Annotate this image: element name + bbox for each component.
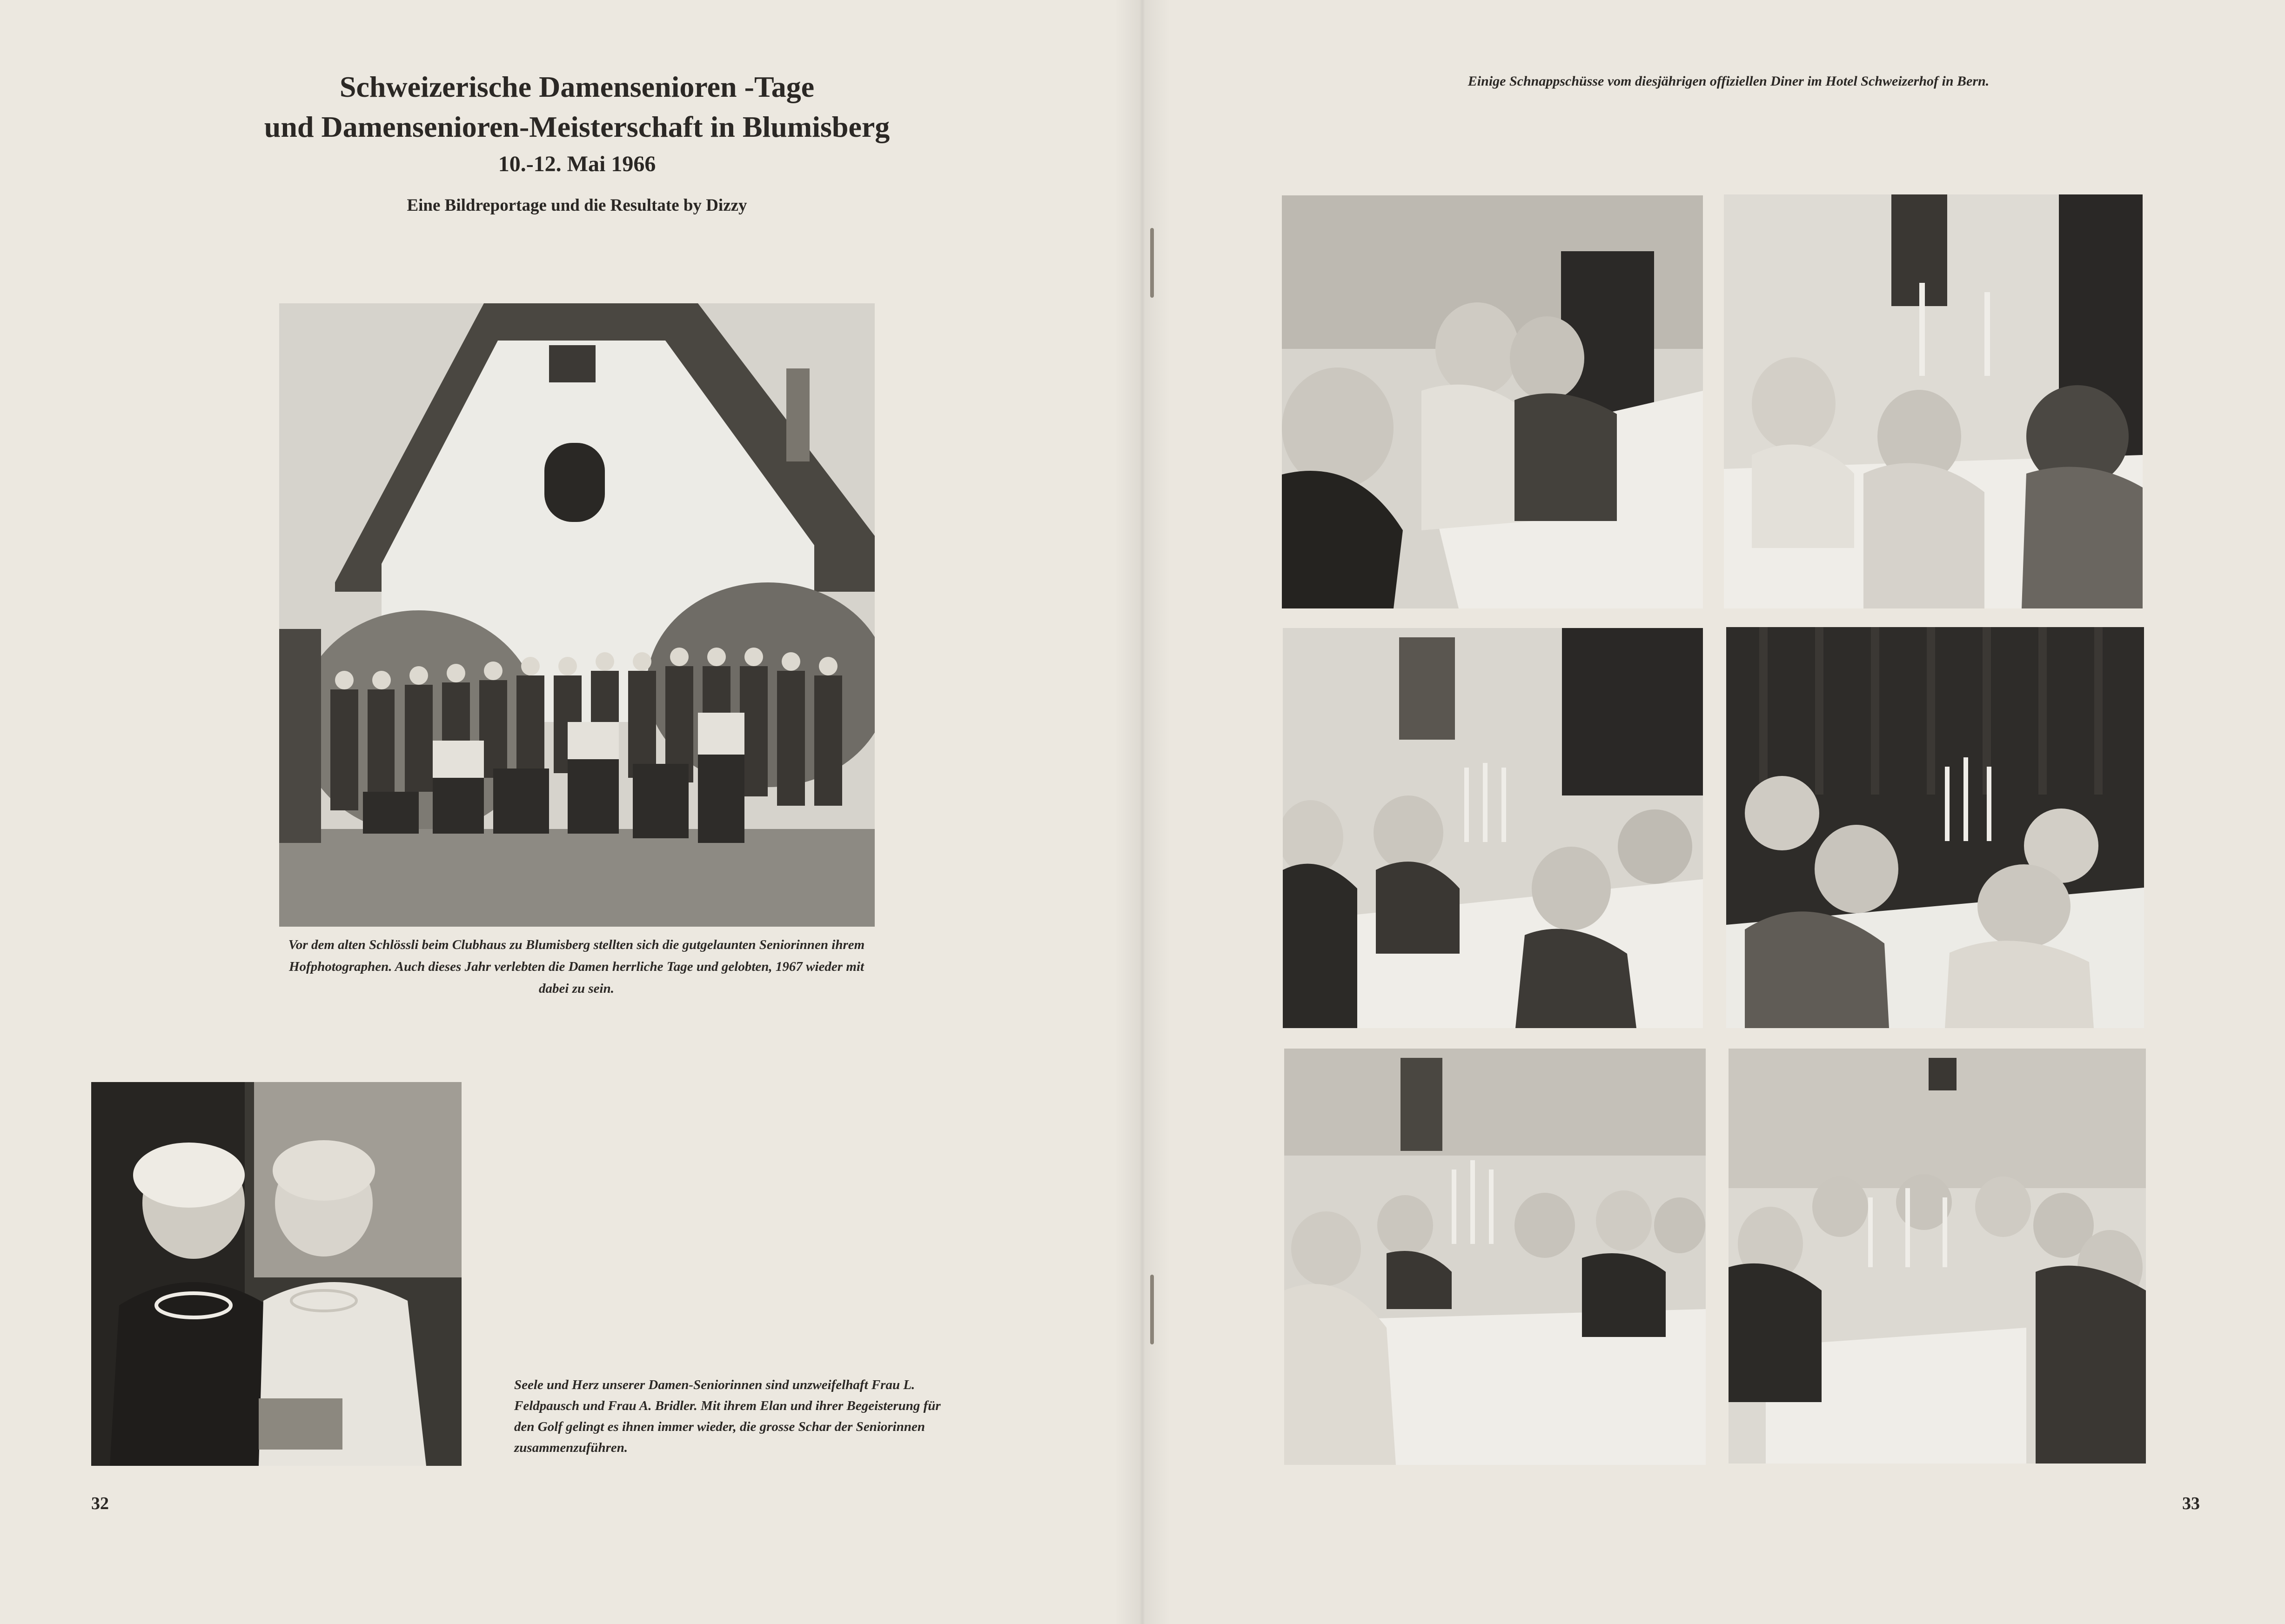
diner-photo-6-illustration (1729, 1049, 2146, 1464)
duo-portrait-photo (91, 1082, 462, 1466)
diner-photo-3-illustration (1283, 628, 1703, 1028)
page-number-left: 32 (91, 1494, 109, 1513)
diner-photo-5-illustration (1284, 1049, 1706, 1465)
duo-photo-caption: Seele und Herz unserer Damen-Seniorinnen sind unzweifelhaft Frau L. Feldpausch und Frau A. Bridler. Mit ihrem Elan und ihrer Begeisterung für den Golf gelingt es ihnen immer wieder, die grosse Schar der Seniorinnen zusammenzuführen. (514, 1377, 941, 1455)
group-photo (279, 303, 875, 927)
binding-staple-top (1150, 228, 1154, 298)
byline: Eine Bildreportage und die Resultate by Dizzy (407, 196, 747, 215)
duo-portrait-illustration (91, 1082, 462, 1466)
diner-photo-6 (1729, 1049, 2146, 1464)
diner-photo-2 (1724, 194, 2143, 608)
page-number-right: 33 (2182, 1494, 2200, 1513)
right-page (1142, 0, 2285, 1624)
diner-photo-5 (1284, 1049, 1706, 1465)
book-gutter (1114, 0, 1170, 1624)
binding-staple-bottom (1150, 1275, 1154, 1344)
diner-photo-1-illustration (1282, 195, 1703, 608)
diner-photo-4-illustration (1726, 627, 2144, 1028)
diner-photo-2-illustration (1724, 194, 2143, 608)
group-photo-illustration (279, 303, 875, 927)
left-page (0, 0, 1142, 1624)
diner-photo-3 (1283, 628, 1703, 1028)
event-dates: 10.-12. Mai 1966 (498, 152, 656, 176)
group-photo-caption: Vor dem alten Schlössli beim Clubhaus zu Blumisberg stellten sich die gutgelaunten Seniorinnen ihrem Hofphotographen. Auch dieses Jahr verlebten die Damen herrliche Tage und gelobten, 1967 wieder mit dabei zu sein. (288, 937, 865, 996)
article-title-line-1: Schweizerische Damensenioren -Tage (339, 70, 815, 103)
diner-caption: Einige Schnappschüsse vom diesjährigen offiziellen Diner im Hotel Schweizerhof in Bern. (1467, 74, 1990, 89)
diner-photo-1 (1282, 195, 1703, 608)
diner-photo-4 (1726, 627, 2144, 1028)
article-title-line-2: und Damensenioren-Meisterschaft in Blumisberg (264, 110, 890, 143)
